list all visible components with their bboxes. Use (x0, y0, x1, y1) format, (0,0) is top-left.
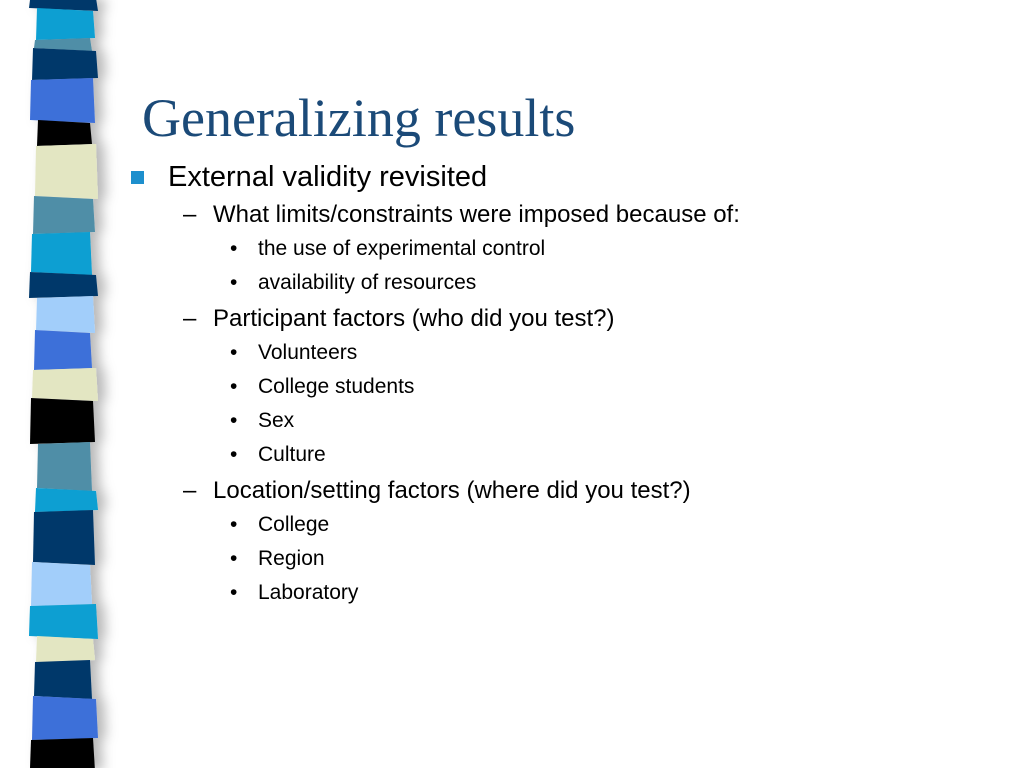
band-stripe (36, 8, 95, 40)
dash-bullet-icon: – (183, 201, 197, 228)
band-stripe (37, 120, 92, 146)
band-stripe (32, 368, 98, 401)
outline-item-limits (131, 198, 991, 232)
outline-item-text: What limits/constraints were imposed because of: (213, 201, 740, 228)
dot-bullet-icon: • (230, 409, 238, 432)
outline-item-text: College students (258, 375, 415, 398)
band-stripe (30, 78, 95, 123)
outline-item-text: the use of experimental control (258, 237, 546, 260)
outline-item-volunteers (131, 336, 991, 370)
outline-item-text: Location/setting factors (where did you test?) (213, 477, 691, 504)
dot-bullet-icon: • (230, 271, 238, 294)
dot-bullet-icon: • (230, 581, 238, 604)
slide-title: Generalizing results (142, 88, 576, 148)
outline-item-text: Culture (258, 443, 326, 466)
dash-bullet-icon: – (183, 305, 197, 332)
outline-item-college-students (131, 370, 991, 404)
dot-bullet-icon: • (230, 443, 238, 466)
band-stripe (33, 510, 95, 565)
outline-item-text: Sex (258, 409, 295, 432)
square-bullet-icon (131, 171, 144, 184)
dash-bullet-icon: – (183, 477, 197, 504)
decorative-side-band (0, 0, 120, 768)
band-stripe (35, 488, 98, 512)
dot-bullet-icon: • (230, 375, 238, 398)
outline-item-text: Region (258, 547, 325, 570)
outline-item-region (131, 542, 991, 576)
dot-bullet-icon: • (230, 341, 238, 364)
dot-bullet-icon: • (230, 513, 238, 536)
band-stripe (30, 398, 95, 444)
band-stripe (30, 738, 95, 768)
outline-item-sex (131, 404, 991, 438)
outline-item-resources (131, 266, 991, 300)
band-stripe (35, 144, 98, 199)
band-stripe (34, 660, 92, 699)
band-stripe (29, 604, 98, 639)
band-stripe (32, 48, 98, 80)
band-stripe (33, 196, 95, 234)
side-band-graphic (0, 0, 120, 768)
outline-item-participant-factors (131, 302, 991, 336)
dot-bullet-icon: • (230, 547, 238, 570)
outline-item-external-validity (131, 158, 991, 196)
outline-item-text: availability of resources (258, 271, 477, 294)
dot-bullet-icon: • (230, 237, 238, 260)
outline-item-text: Volunteers (258, 341, 358, 364)
outline-item-text: External validity revisited (168, 161, 488, 193)
outline-item-text: College (258, 513, 330, 536)
band-stripe (36, 636, 95, 662)
band-stripe (36, 296, 95, 333)
band-stripe (34, 330, 92, 370)
band-stripe (37, 442, 92, 491)
band-stripe (31, 562, 92, 606)
outline-item-college (131, 508, 991, 542)
outline-item-text: Laboratory (258, 581, 359, 604)
outline-item-location-factors (131, 474, 991, 508)
band-stripe (29, 272, 98, 298)
outline-item-culture (131, 438, 991, 472)
outline-item-text: Participant factors (who did you test?) (213, 305, 615, 332)
outline-item-laboratory (131, 576, 991, 610)
slide-outline (131, 158, 991, 610)
band-stripe (31, 232, 92, 275)
outline-item-experimental-control (131, 232, 991, 266)
band-stripe (32, 696, 98, 740)
